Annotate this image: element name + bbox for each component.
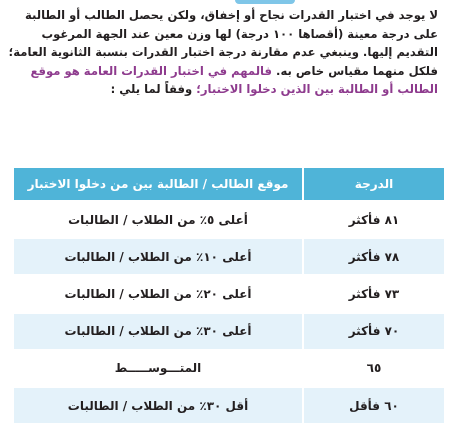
intro-paragraph: [8, 6, 438, 99]
header-position: موقع الطالب / الطالبة بين من دخلوا الاختبار: [14, 168, 302, 200]
score-cell: ٧٨ فأكثر: [302, 237, 444, 274]
score-cell: ٦٠ فأقل: [302, 386, 444, 423]
header-score: الدرجة: [302, 168, 444, 200]
top-decoration-bar: [235, 0, 295, 4]
score-cell: ٧٣ فأكثر: [302, 274, 444, 311]
position-cell: أعلى ١٠٪ من الطلاب / الطالبات: [14, 237, 302, 274]
position-cell: أعلى ٥٪ من الطلاب / الطالبات: [14, 200, 302, 237]
paragraph-highlight: فالمهم في اختبار القدرات العامة هو موقع الطالب أو الطالبة بين الذين دخلوا الاختبار؛: [30, 63, 438, 97]
position-cell: أعلى ٢٠٪ من الطلاب / الطالبات: [14, 274, 302, 311]
table-header-row: [14, 168, 444, 200]
table-row: [14, 200, 444, 237]
table-row: [14, 386, 444, 423]
table-row: [14, 274, 444, 311]
score-cell: ٧٠ فأكثر: [302, 312, 444, 349]
table-row: [14, 312, 444, 349]
position-cell: المتـــوســـــط: [14, 349, 302, 386]
paragraph-text: لا يوجد في اختبار القدرات نجاح أو إخفاق، ولكن يحصل الطالب أو الطالبة على درجة معينة (أقصاها ١٠٠ درجة) لها وزن معين عند الجهة المرغوب التقديم إليها. وينبغي عدم مقارنة درجة اختبار القدرات بنسبة الثانوية العامة؛ فلكل منهما مقياس خاص به.: [8, 8, 438, 78]
score-cell: ٦٥: [302, 349, 444, 386]
table-row: [14, 349, 444, 386]
position-cell: أقل ٣٠٪ من الطلاب / الطالبات: [14, 386, 302, 423]
score-table: [14, 168, 444, 423]
table-row: [14, 237, 444, 274]
score-cell: ٨١ فأكثر: [302, 200, 444, 237]
position-cell: أعلى ٣٠٪ من الطلاب / الطالبات: [14, 312, 302, 349]
paragraph-tail: وفقاً لما يلي :: [110, 82, 197, 97]
